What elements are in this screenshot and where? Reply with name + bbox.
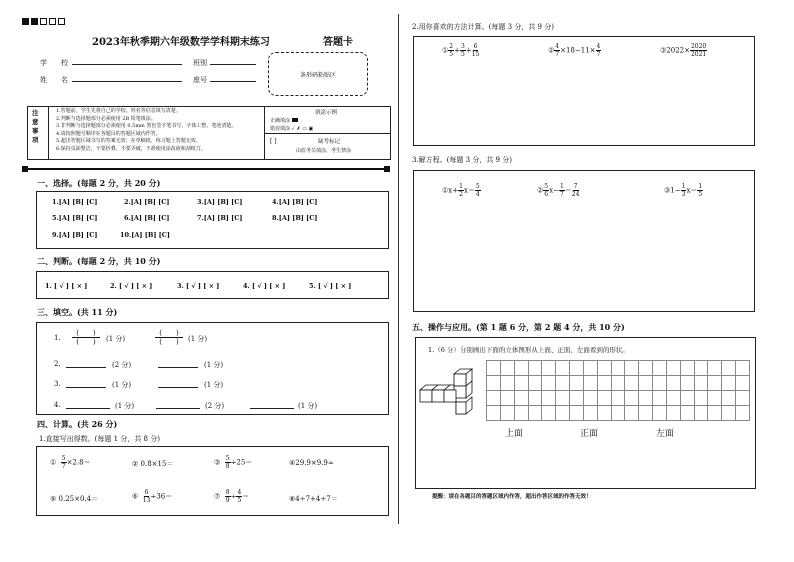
grid-cell[interactable] xyxy=(707,360,722,376)
grid-cell[interactable] xyxy=(500,375,515,391)
grid-cell[interactable] xyxy=(638,375,653,391)
calc2-3[interactable]: ③2022× $\frac{2020}{2021}$ xyxy=(660,43,707,58)
grid-cell[interactable] xyxy=(638,390,653,406)
grid-cell[interactable] xyxy=(486,405,501,421)
grid-cell[interactable] xyxy=(694,360,709,376)
grid-cell[interactable] xyxy=(569,360,584,376)
view-label-front: 正面 xyxy=(580,429,599,439)
grid-cell[interactable] xyxy=(624,390,639,406)
grid-cell[interactable] xyxy=(638,360,653,376)
calc2-2[interactable]: ② $\frac{4}{7}$ ×18−11× $\frac{4}{7}$ xyxy=(548,43,601,58)
judge-5[interactable]: 5. [ √ ] [ × ] xyxy=(309,282,352,290)
grid-cell[interactable] xyxy=(528,375,543,391)
calc-3[interactable]: ③ $\frac{5}{8}$ ÷25＝ xyxy=(214,455,253,470)
grid-cell[interactable] xyxy=(707,390,722,406)
judge-4[interactable]: 4. [ √ ] [ × ] xyxy=(243,282,286,290)
grid-cell[interactable] xyxy=(583,390,598,406)
sec2-title: 二、判断。(每题 2 分，共 10 分) xyxy=(37,256,161,266)
grid-cell[interactable] xyxy=(597,405,612,421)
grid-cell[interactable] xyxy=(500,390,515,406)
grid-cell[interactable] xyxy=(624,360,639,376)
fill-1-score-b: (1 分) xyxy=(188,335,208,343)
choice-6[interactable]: 6.[A] [B] [C] xyxy=(124,214,170,222)
choice-3[interactable]: 3.[A] [B] [C] xyxy=(197,198,243,206)
grid-cell[interactable] xyxy=(694,390,709,406)
school-label: 学 校 xyxy=(40,59,68,67)
fill-3-blank-b[interactable] xyxy=(158,387,198,388)
grid-cell[interactable] xyxy=(500,360,515,376)
sec3-title: 三、填空。(共 11 分) xyxy=(37,307,118,317)
grid-cell[interactable] xyxy=(652,405,667,421)
grid-cell[interactable] xyxy=(514,405,529,421)
seat-label: 座号 xyxy=(193,76,207,84)
grid-cell[interactable] xyxy=(583,405,598,421)
grid-cell[interactable] xyxy=(528,390,543,406)
fill-2-blank-a[interactable] xyxy=(66,367,106,368)
grid-cell[interactable] xyxy=(624,405,639,421)
calc-1[interactable]: ① $\frac{5}{7}$ ×2.8＝ xyxy=(50,455,91,470)
absent-title: 缺考标记 xyxy=(318,139,341,145)
grid-cell[interactable] xyxy=(597,360,612,376)
fill-1-frac-a[interactable]: ( ) ( ) xyxy=(72,329,100,346)
school-field[interactable] xyxy=(72,64,182,65)
judge-2[interactable]: 2. [ √ ] [ × ] xyxy=(110,282,153,290)
grid-cell[interactable] xyxy=(638,405,653,421)
grid-cell[interactable] xyxy=(541,360,556,376)
grid-cell[interactable] xyxy=(486,375,501,391)
grid-cell[interactable] xyxy=(694,375,709,391)
view-label-top: 上面 xyxy=(505,429,524,439)
name-field[interactable] xyxy=(72,81,182,82)
sec4-title: 四、计算。(共 26 分) xyxy=(37,419,118,429)
grid-cell[interactable] xyxy=(611,405,626,421)
page-divider xyxy=(398,14,399,524)
notice-divider xyxy=(48,106,49,160)
fill-title: 填涂示例 xyxy=(315,110,338,116)
fill-num-1: 1. xyxy=(54,334,61,342)
seat-field[interactable] xyxy=(210,81,256,82)
fill-1-score-a: (1 分) xyxy=(106,335,126,343)
grid-cell[interactable] xyxy=(514,375,529,391)
grid-cell[interactable] xyxy=(528,360,543,376)
grid-cell[interactable] xyxy=(569,390,584,406)
grid-cell[interactable] xyxy=(694,405,709,421)
grid-cell[interactable] xyxy=(541,405,556,421)
grid-cell[interactable] xyxy=(486,390,501,406)
judge-1[interactable]: 1. [ √ ] [ × ] xyxy=(45,282,88,290)
fill-right: 正确填涂 xyxy=(270,117,298,124)
grid-cell[interactable] xyxy=(555,360,570,376)
sec5-title: 五、操作与应用。(第 1 题 6 分，第 2 题 4 分，共 10 分) xyxy=(412,322,625,332)
barcode-area: 条形码粘贴区 xyxy=(268,52,368,96)
calc-4[interactable]: ④29.9×9.9≈ xyxy=(289,459,334,467)
grid-cell[interactable] xyxy=(652,390,667,406)
grid-cell[interactable] xyxy=(707,375,722,391)
grid-cell[interactable] xyxy=(666,390,681,406)
calc-8[interactable]: ⑧4÷7+4÷7＝ xyxy=(289,495,338,503)
grid-cell[interactable] xyxy=(735,360,750,376)
grid-cell[interactable] xyxy=(707,405,722,421)
calc-6[interactable]: ⑥ $\frac{6}{13}$ ÷36＝ xyxy=(132,489,173,504)
grid-cell[interactable] xyxy=(652,360,667,376)
grid-cell[interactable] xyxy=(583,375,598,391)
page-title: 2023年秋季期六年级数学学科期末练习 xyxy=(92,37,270,48)
card-label: 答题卡 xyxy=(323,37,353,48)
grid-cell[interactable] xyxy=(721,360,736,376)
grid-cell[interactable] xyxy=(735,390,750,406)
grid-cell[interactable] xyxy=(666,360,681,376)
fill-4-score-a: (1 分) xyxy=(115,402,135,410)
op1-text: 1.（6 分）分别画出下面的立体图形从上面、正面、左面看到的形状。 xyxy=(428,346,629,354)
grid-cell[interactable] xyxy=(652,375,667,391)
sec4-sub1: 1.直接写出得数。(每题 1 分，共 8 分) xyxy=(39,435,160,443)
grid-cell[interactable] xyxy=(611,375,626,391)
corner-marks xyxy=(22,10,67,29)
notice-label: 注意事项 xyxy=(32,109,39,144)
judge-3[interactable]: 3. [ √ ] [ × ] xyxy=(177,282,220,290)
eq-1[interactable]: ①x+ $\frac{1}{2}$ x＝ $\frac{5}{4}$ xyxy=(442,183,480,198)
view-label-left: 左面 xyxy=(656,429,675,439)
grid-cell[interactable] xyxy=(541,375,556,391)
sub3-title: 3.解方程。(每题 3 分，共 9 分) xyxy=(412,156,512,164)
fill-2-score-a: (2 分) xyxy=(112,361,132,369)
eq-2[interactable]: ② $\frac{5}{6}$ x− $\frac{1}{7}$ ＝ $\frac{7}{24}$ xyxy=(537,183,580,198)
fill-3-score-b: (1 分) xyxy=(204,381,224,389)
separator-line xyxy=(22,168,390,170)
grid-cell[interactable] xyxy=(486,360,501,376)
grid-cell[interactable] xyxy=(528,405,543,421)
fill-4-blank-c[interactable] xyxy=(250,408,294,409)
grid-cell[interactable] xyxy=(514,360,529,376)
grid-cell[interactable] xyxy=(583,360,598,376)
grid-cell[interactable] xyxy=(680,405,695,421)
grid-cell[interactable] xyxy=(569,405,584,421)
eq-3[interactable]: ③1− $\frac{1}{3}$ x＝ $\frac{1}{5}$ xyxy=(664,183,703,198)
sub2-title: 2.用你喜欢的方法计算。(每题 3 分，共 9 分) xyxy=(412,23,554,31)
separator-left-mark xyxy=(22,166,28,172)
grid-cell[interactable] xyxy=(569,375,584,391)
grid-cell[interactable] xyxy=(624,375,639,391)
fill-1-frac-b[interactable]: ( ) ( ) xyxy=(155,329,183,346)
grid-cell[interactable] xyxy=(721,375,736,391)
grid-cell[interactable] xyxy=(735,375,750,391)
fill-4-score-c: (1 分) xyxy=(298,402,318,410)
grid-cell[interactable] xyxy=(597,390,612,406)
fill-2-score-b: (1 分) xyxy=(204,361,224,369)
calc-7[interactable]: ⑦ $\frac{8}{9}$ ÷ $\frac{4}{5}$ ＝ xyxy=(214,489,250,504)
separator-right-mark xyxy=(384,166,390,172)
choice-5[interactable]: 5.[A] [B] [C] xyxy=(52,214,98,222)
choice-4[interactable]: 4.[A] [B] [C] xyxy=(272,198,318,206)
fill-3-blank-a[interactable] xyxy=(66,387,106,388)
grid-cell[interactable] xyxy=(555,390,570,406)
grid-cell[interactable] xyxy=(514,390,529,406)
fill-2-blank-b[interactable] xyxy=(158,367,198,368)
drawing-grid[interactable] xyxy=(486,360,749,420)
grid-cell[interactable] xyxy=(721,405,736,421)
tip-text: 提醒：请在各题目的答题区域内作答，超出作答区域的作答无效！ xyxy=(432,494,592,500)
name-label: 姓 名 xyxy=(40,76,68,84)
cube-figure xyxy=(418,366,480,416)
class-field[interactable] xyxy=(210,64,256,65)
calc-5[interactable]: ⑤ 0.25×0.4＝ xyxy=(50,495,99,503)
grid-cell[interactable] xyxy=(680,360,695,376)
fill-num-3: 3. xyxy=(54,380,61,388)
fill-4-blank-a[interactable] xyxy=(66,408,110,409)
sec1-title: 一、选择。(每题 2 分，共 20 分) xyxy=(37,178,161,188)
calc-2[interactable]: ② 0.8×15＝ xyxy=(132,460,174,468)
class-label: 班别 xyxy=(193,59,207,67)
fill-3-score-a: (1 分) xyxy=(112,381,132,389)
fill-4-score-b: (2 分) xyxy=(205,402,225,410)
choice-8[interactable]: 8.[A] [B] [C] xyxy=(272,214,318,222)
grid-cell[interactable] xyxy=(611,360,626,376)
grid-cell[interactable] xyxy=(541,390,556,406)
choice-1[interactable]: 1.[A] [B] [C] xyxy=(52,198,98,206)
grid-cell[interactable] xyxy=(721,390,736,406)
grid-cell[interactable] xyxy=(500,405,515,421)
calc2-1[interactable]: ① $\frac{2}{5}$ + $\frac{3}{5}$ + $\frac{6}{15}$ xyxy=(442,43,480,58)
fill-num-4: 4. xyxy=(54,401,61,409)
choice-2[interactable]: 2.[A] [B] [C] xyxy=(124,198,170,206)
grid-cell[interactable] xyxy=(666,405,681,421)
choice-7[interactable]: 7.[A] [B] [C] xyxy=(197,214,243,222)
choice-10[interactable]: 10.[A] [B] [C] xyxy=(120,231,170,239)
grid-cell[interactable] xyxy=(597,375,612,391)
fill-wrong: 错误填涂 ✓ ✗ ▭ ▣ xyxy=(270,126,314,132)
grid-cell[interactable] xyxy=(666,375,681,391)
fill-num-2: 2. xyxy=(54,360,61,368)
notice-divider-h xyxy=(264,133,391,134)
choice-9[interactable]: 9.[A] [B] [C] xyxy=(52,231,98,239)
grid-cell[interactable] xyxy=(555,375,570,391)
fill-4-blank-b[interactable] xyxy=(156,408,200,409)
grid-cell[interactable] xyxy=(680,375,695,391)
grid-cell[interactable] xyxy=(680,390,695,406)
grid-cell[interactable] xyxy=(555,405,570,421)
grid-cell[interactable] xyxy=(735,405,750,421)
grid-cell[interactable] xyxy=(611,390,626,406)
absent-note: 由监考员填涂，考生禁涂 xyxy=(296,148,352,154)
absent-bracket[interactable]: [ ] xyxy=(270,138,277,145)
notice-lines: 1.答题前，学生先将自己的学校、姓名等信息填写清楚。 2.判断与选择题部分必须使用 2B 铅笔填涂。 3.非判断与选择题部分必须使用 0.5mm 黑色签字笔书写，字体工整、笔迹清楚。 4.请按照题号顺序在各题目的答题区域内作答。 5.超出答题区域书写的答案无效；在草稿纸、练习题上答题无效。 6.保持页面整洁，不要折叠、不要弄破，不准使用涂改液和刮纸刀。 xyxy=(56,108,237,152)
